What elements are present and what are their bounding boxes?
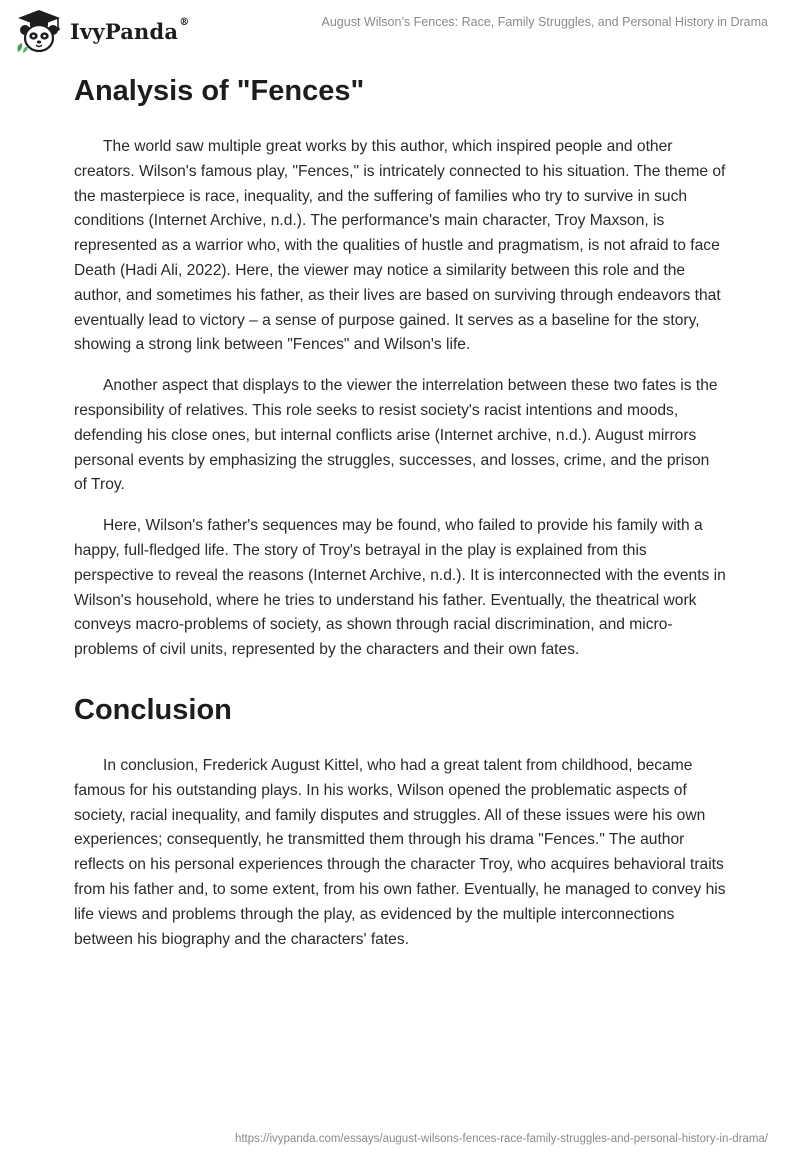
source-url-link[interactable]: https://ivypanda.com/essays/august-wilsons-fences-race-family-struggles-and-personal-history-in-drama/: [234, 1133, 768, 1145]
paragraph: The world saw multiple great works by this author, which inspired people and other creators. Wilson's famous play, "Fences," is intricately connected to his situation. The theme of the masterpiece is race, inequality, and the suffering of families who try to survive in such conditions (Internet Archive, n.d.). The performance's main character, Troy Maxson, is represented as a warrior who, with the qualities of hustle and pragmatism, is not afraid to face Death (Hadi Ali, 2022). Here, the viewer may notice a similarity between this role and the author, and sometimes his father, as their lives are based on surviving through endeavors that eventually lead to victory – a sense of purpose gained. It serves as a baseline for the story, showing a strong link between "Fences" and Wilson's life.: [74, 138, 726, 354]
section-heading-conclusion: Conclusion: [74, 693, 232, 726]
paragraph: Here, Wilson's father's sequences may be found, who failed to provide his family with a happy, full-fledged life. The story of Troy's betrayal in the play is explained from this perspective to reveal the reasons (Internet Archive, n.d.). It is interconnected with the events in Wilson's household, where he tries to understand his father. Eventually, the theatrical work conveys macro-problems of society, as shown through racial discrimination, and micro-problems of civil units, represented by the characters and their own fates.: [74, 517, 726, 659]
registered-mark: ®: [179, 16, 190, 28]
ivypanda-logo[interactable]: [14, 8, 189, 54]
panda-graduate-icon: [14, 8, 64, 54]
essay-title-header: August Wilson’s Fences: Race, Family Struggles, and Personal History in Drama: [321, 15, 768, 29]
logo-wordmark: IvyPanda®: [70, 16, 190, 44]
essay-body: [74, 72, 726, 952]
section-heading-analysis: Analysis of "Fences": [74, 75, 365, 107]
paragraph: Another aspect that displays to the viewer the interrelation between these two fates is the responsibility of relatives. This role seeks to resist society's racist intentions and moods, defending his close ones, but internal conflicts arise (Internet archive, n.d.). August mirrors personal events by emphasizing the struggles, successes, and losses, crime, and the prison of Troy.: [74, 377, 718, 494]
page-header: [0, 0, 800, 62]
paragraph: In conclusion, Frederick August Kittel, who had a great talent from childhood, became famous for his outstanding plays. In his works, Wilson opened the problematic aspects of society, racial inequality, and family disputes and struggles. All of these issues were his own experiences; consequently, he transmitted them through his drama "Fences." The author reflects on his personal experiences through the character Troy, who acquires behavioral traits from his father and, to some extent, from his own father. Eventually, he managed to convey his life views and problems through the play, as evidenced by the multiple interconnections between his biography and the characters' fates.: [74, 756, 726, 948]
